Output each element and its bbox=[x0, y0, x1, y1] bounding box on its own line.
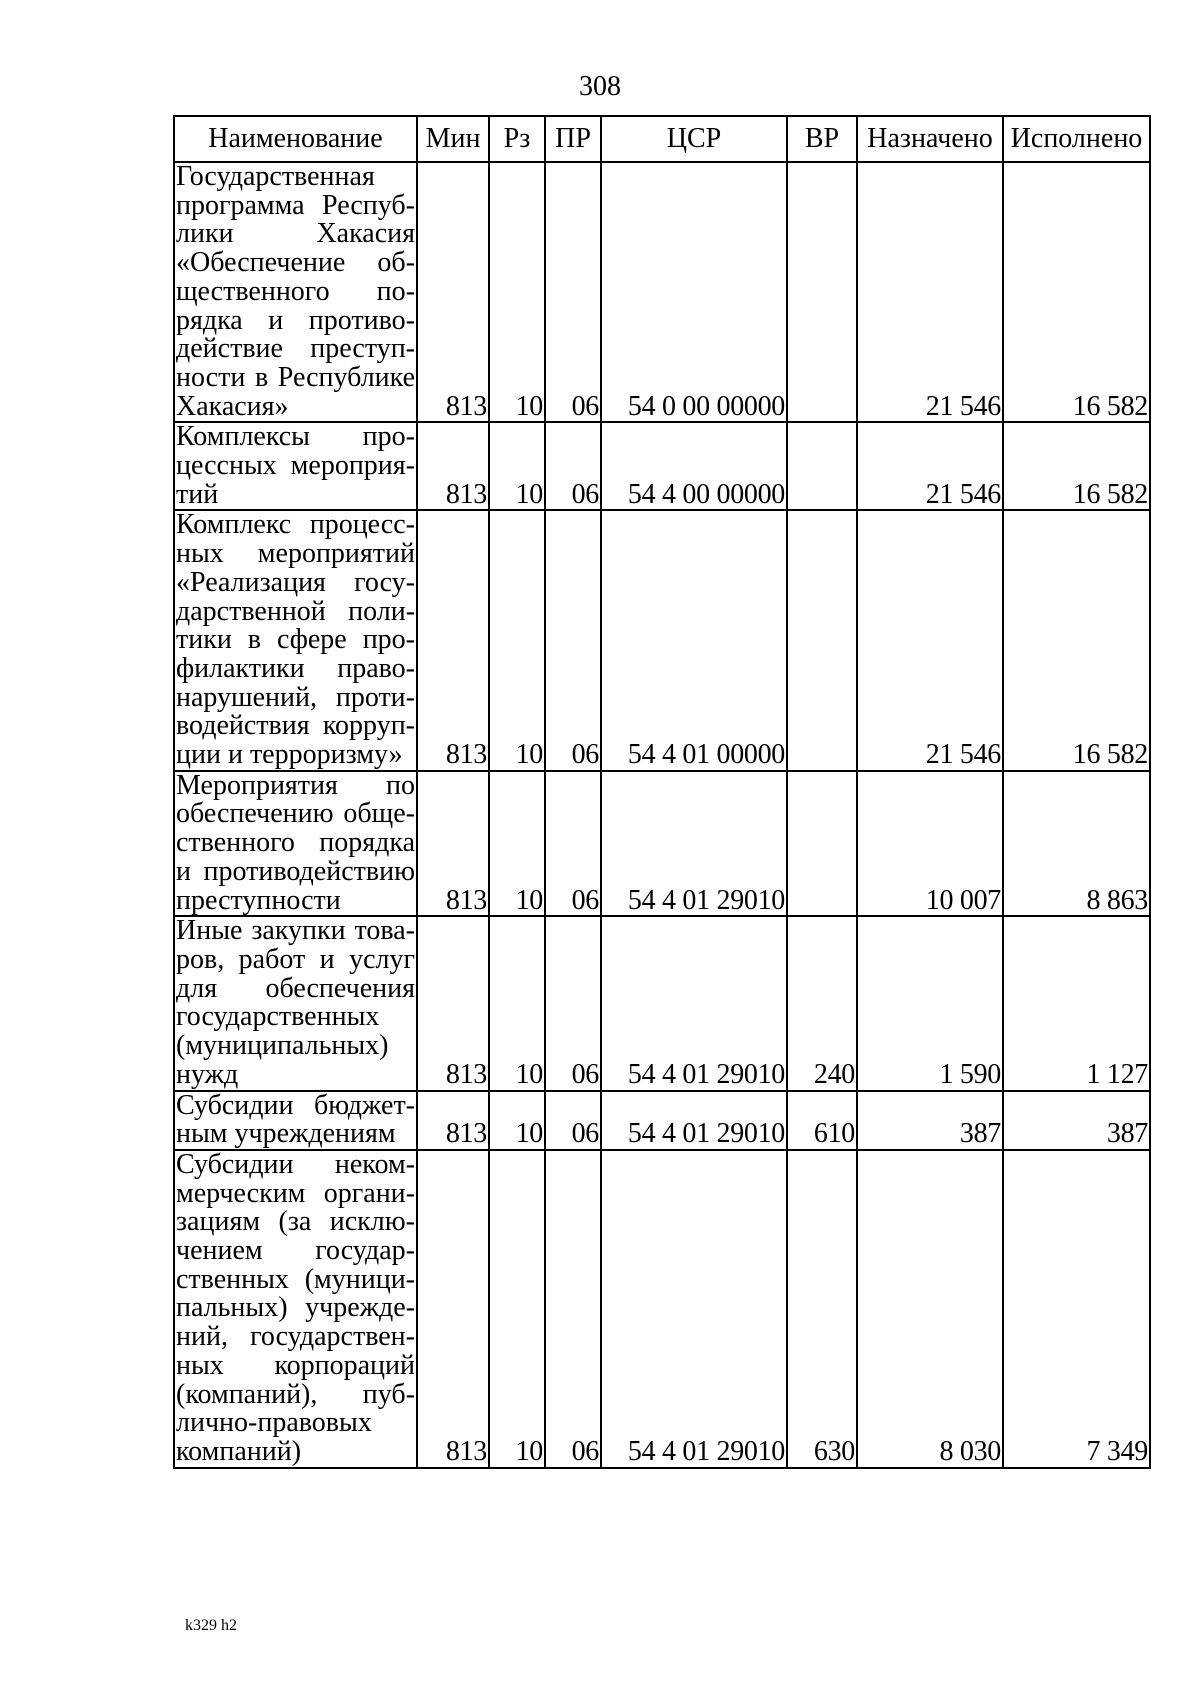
cell-assigned: 21 546 bbox=[857, 510, 1003, 770]
name-line: ности в Республике bbox=[176, 361, 415, 393]
name-line: Мероприятия по bbox=[176, 770, 415, 801]
budget-table bbox=[173, 115, 1151, 1469]
cell-rz: 10 bbox=[489, 422, 545, 510]
cell-vr bbox=[787, 162, 857, 422]
header-assigned: Назначено bbox=[857, 116, 1003, 162]
cell-csr: 54 0 00 00000 bbox=[601, 162, 787, 422]
header-vr: ВР bbox=[787, 116, 857, 162]
cell-vr bbox=[787, 510, 857, 770]
table-body bbox=[174, 162, 1150, 1468]
table-row bbox=[174, 916, 1150, 1090]
name-line: нарушений, проти- bbox=[176, 681, 415, 713]
cell-name bbox=[174, 771, 417, 917]
cell-name bbox=[174, 1150, 417, 1468]
cell-executed: 16 582 bbox=[1003, 510, 1150, 770]
header-pr: ПР bbox=[545, 116, 601, 162]
cell-assigned: 21 546 bbox=[857, 422, 1003, 510]
header-name: Наименование bbox=[174, 116, 417, 162]
cell-name bbox=[174, 1091, 417, 1150]
name-line: Иные закупки това- bbox=[176, 916, 415, 947]
cell-pr: 06 bbox=[545, 771, 601, 917]
name-line: (муниципальных) bbox=[176, 1030, 389, 1062]
name-line: Комплексы про- bbox=[176, 422, 415, 453]
name-line: зациям (за исклю- bbox=[176, 1206, 415, 1238]
name-line: ции и терроризму» bbox=[176, 739, 403, 771]
cell-name bbox=[174, 162, 417, 422]
table-row bbox=[174, 422, 1150, 510]
cell-min: 813 bbox=[417, 162, 489, 422]
header-rz: Рз bbox=[489, 116, 545, 162]
cell-assigned: 21 546 bbox=[857, 162, 1003, 422]
cell-min: 813 bbox=[417, 510, 489, 770]
name-line: тики в сфере про- bbox=[176, 624, 415, 656]
name-line: компаний) bbox=[176, 1435, 302, 1467]
name-line: водействия корруп- bbox=[176, 710, 415, 742]
cell-pr: 06 bbox=[545, 422, 601, 510]
name-line: Комплекс процесс- bbox=[176, 510, 415, 541]
name-line: программа Респуб- bbox=[176, 189, 415, 221]
name-line: государственных bbox=[176, 1001, 380, 1033]
cell-pr: 06 bbox=[545, 510, 601, 770]
cell-rz: 10 bbox=[489, 916, 545, 1090]
cell-name bbox=[174, 422, 417, 510]
cell-pr: 06 bbox=[545, 162, 601, 422]
cell-csr: 54 4 00 00000 bbox=[601, 422, 787, 510]
cell-csr: 54 4 01 29010 bbox=[601, 771, 787, 917]
cell-vr bbox=[787, 771, 857, 917]
name-line: щественного по- bbox=[176, 275, 415, 307]
cell-executed: 7 349 bbox=[1003, 1150, 1150, 1468]
name-line: рядка и противо- bbox=[176, 304, 415, 336]
cell-csr: 54 4 01 00000 bbox=[601, 510, 787, 770]
name-line: «Обеспечение об- bbox=[176, 247, 415, 279]
cell-executed: 1 127 bbox=[1003, 916, 1150, 1090]
name-line: «Реализация госу- bbox=[176, 566, 415, 598]
cell-min: 813 bbox=[417, 422, 489, 510]
cell-vr: 610 bbox=[787, 1091, 857, 1150]
name-line: ственного порядка bbox=[176, 827, 415, 859]
cell-assigned: 10 007 bbox=[857, 771, 1003, 917]
cell-csr: 54 4 01 29010 bbox=[601, 916, 787, 1090]
name-line: пальных) учрежде- bbox=[176, 1292, 415, 1324]
cell-csr: 54 4 01 29010 bbox=[601, 1150, 787, 1468]
name-line: Субсидии бюджет- bbox=[176, 1090, 415, 1121]
name-line: ственных (муници- bbox=[176, 1263, 415, 1295]
name-line: чением государ- bbox=[176, 1235, 415, 1267]
name-line: (компаний), пуб- bbox=[176, 1378, 415, 1410]
name-line: цессных мероприя- bbox=[176, 450, 415, 482]
name-line: действие преступ- bbox=[176, 333, 415, 365]
footer-code: k329 h2 bbox=[185, 1617, 237, 1634]
name-line: мерческим органи- bbox=[176, 1177, 415, 1209]
name-line: ний, государствен- bbox=[176, 1321, 415, 1353]
name-line: ных корпораций bbox=[176, 1349, 415, 1381]
table-row bbox=[174, 162, 1150, 422]
cell-min: 813 bbox=[417, 1150, 489, 1468]
name-line: лики Хакасия bbox=[176, 218, 415, 250]
cell-csr: 54 4 01 29010 bbox=[601, 1091, 787, 1150]
name-line: и противодействию bbox=[176, 855, 415, 887]
table-row bbox=[174, 510, 1150, 770]
cell-executed: 8 863 bbox=[1003, 771, 1150, 917]
cell-name bbox=[174, 510, 417, 770]
cell-vr bbox=[787, 422, 857, 510]
cell-rz: 10 bbox=[489, 510, 545, 770]
cell-assigned: 387 bbox=[857, 1091, 1003, 1150]
name-line: нужд bbox=[176, 1058, 239, 1090]
cell-rz: 10 bbox=[489, 1091, 545, 1150]
table-row bbox=[174, 1091, 1150, 1150]
cell-pr: 06 bbox=[545, 1150, 601, 1468]
cell-pr: 06 bbox=[545, 916, 601, 1090]
cell-executed: 16 582 bbox=[1003, 162, 1150, 422]
cell-vr: 240 bbox=[787, 916, 857, 1090]
cell-assigned: 1 590 bbox=[857, 916, 1003, 1090]
header-min: Мин bbox=[417, 116, 489, 162]
name-line: лично-правовых bbox=[176, 1407, 372, 1439]
name-line: Субсидии неком- bbox=[176, 1149, 415, 1180]
name-line: ных мероприятий bbox=[176, 538, 415, 570]
header-executed: Исполнено bbox=[1003, 116, 1150, 162]
name-line: для обеспечения bbox=[176, 972, 415, 1004]
cell-executed: 16 582 bbox=[1003, 422, 1150, 510]
cell-rz: 10 bbox=[489, 771, 545, 917]
name-line: Хакасия» bbox=[176, 390, 289, 422]
name-line: филактики право- bbox=[176, 652, 415, 684]
table-row bbox=[174, 1150, 1150, 1468]
name-line: тий bbox=[176, 478, 219, 510]
cell-pr: 06 bbox=[545, 1091, 601, 1150]
cell-assigned: 8 030 bbox=[857, 1150, 1003, 1468]
page-number: 308 bbox=[579, 71, 621, 102]
name-line: преступности bbox=[176, 884, 341, 916]
header-csr: ЦСР bbox=[601, 116, 787, 162]
name-line: ным учреждениям bbox=[176, 1118, 396, 1150]
cell-name bbox=[174, 916, 417, 1090]
table-row bbox=[174, 771, 1150, 917]
name-line: ров, работ и услуг bbox=[176, 943, 415, 975]
cell-min: 813 bbox=[417, 916, 489, 1090]
cell-vr: 630 bbox=[787, 1150, 857, 1468]
cell-executed: 387 bbox=[1003, 1091, 1150, 1150]
cell-min: 813 bbox=[417, 771, 489, 917]
cell-rz: 10 bbox=[489, 1150, 545, 1468]
name-line: дарственной поли- bbox=[176, 595, 415, 627]
cell-min: 813 bbox=[417, 1091, 489, 1150]
table-header-row bbox=[174, 116, 1150, 162]
name-line: Государственная bbox=[176, 162, 375, 192]
name-line: обеспечению обще- bbox=[176, 798, 415, 830]
cell-rz: 10 bbox=[489, 162, 545, 422]
